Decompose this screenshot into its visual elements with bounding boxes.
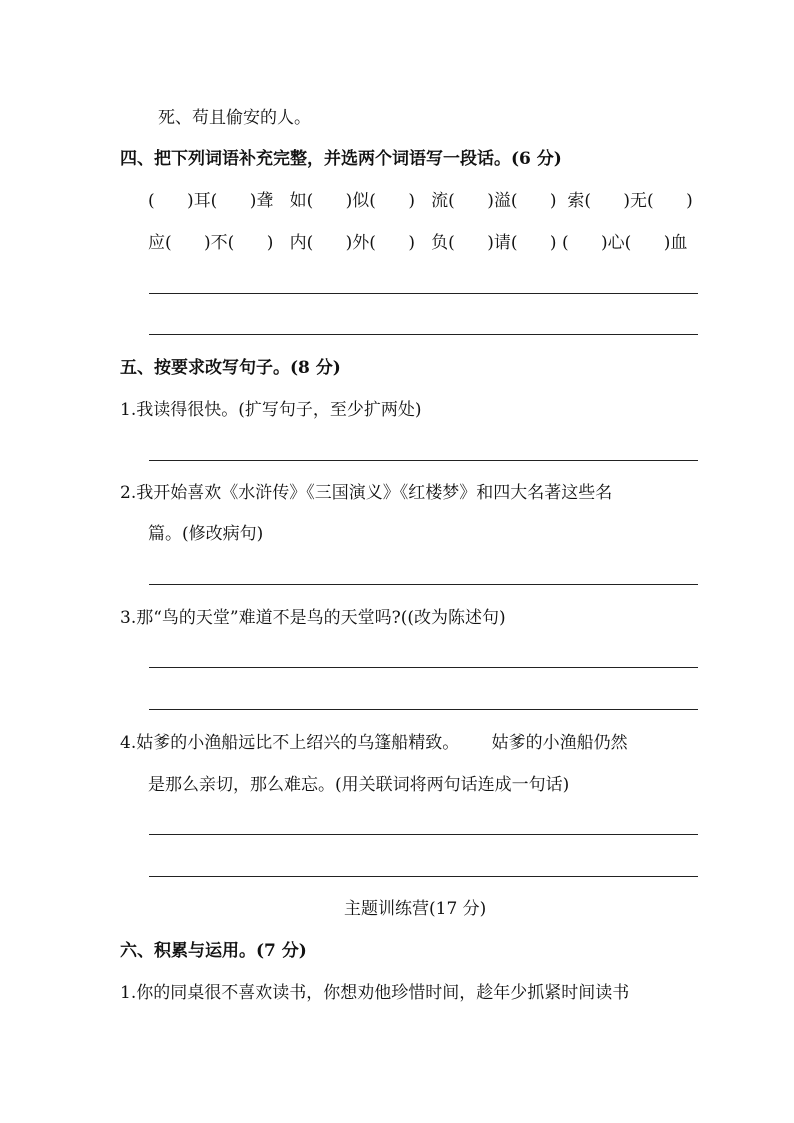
question-5-item-1: 1.我读得很快。(扩写句子，至少扩两处)	[120, 400, 422, 420]
answer-line[interactable]	[149, 667, 698, 668]
answer-line[interactable]	[149, 334, 698, 335]
question-4-title: 四、把下列词语补充完整，并选两个词语写一段话。(6 分)	[120, 149, 562, 169]
question-5-item-2-line-2: 篇。(修改病句)	[148, 524, 264, 544]
question-5-item-4-line-2: 是那么亲切，那么难忘。(用关联词将两句话连成一句话)	[148, 775, 570, 795]
question-5-item-4-line-1: 4.姑爹的小渔船远比不上绍兴的乌篷船精致。 姑爹的小渔船仍然	[120, 733, 628, 753]
answer-line[interactable]	[149, 584, 698, 585]
answer-line[interactable]	[149, 834, 698, 835]
answer-line[interactable]	[149, 876, 698, 877]
answer-line[interactable]	[149, 460, 698, 461]
answer-line[interactable]	[149, 709, 698, 710]
question-4-word-row-1: ( )耳( )聋 如( )似( ) 流( )溢( ) 索( )无( )	[148, 191, 693, 211]
answer-line[interactable]	[149, 293, 698, 294]
question-5-item-3: 3.那“鸟的天堂”难道不是鸟的天堂吗?((改为陈述句)	[120, 608, 506, 628]
question-6-item-1: 1.你的同桌很不喜欢读书，你想劝他珍惜时间，趁年少抓紧时间读书	[120, 983, 630, 1003]
continuation-text: 死、苟且偷安的人。	[158, 108, 311, 128]
question-5-item-2-line-1: 2.我开始喜欢《水浒传》《三国演义》《红楼梦》和四大名著这些名	[120, 483, 613, 503]
question-4-word-row-2: 应( )不( ) 内( )外( ) 负( )请( ) ( )心( )血	[148, 233, 688, 253]
question-6-title: 六、积累与运用。(7 分)	[120, 941, 307, 961]
question-5-title: 五、按要求改写句子。(8 分)	[120, 358, 341, 378]
section-title: 主题训练营(17 分)	[344, 899, 487, 919]
